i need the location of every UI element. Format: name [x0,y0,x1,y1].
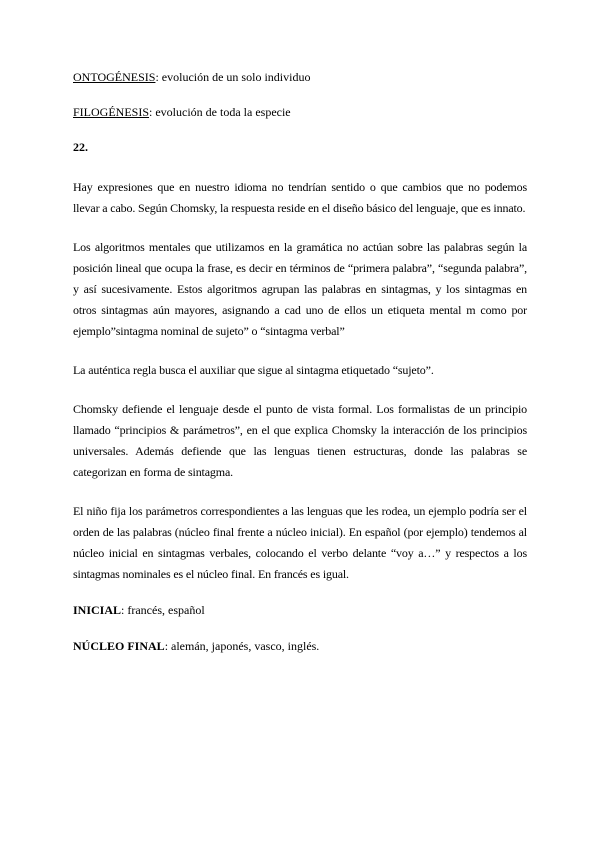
list-item-inicial [73,603,527,618]
definition-term: ONTOGÉNESIS [73,70,156,84]
item-keyword: INICIAL [73,603,122,617]
list-item-nucleo-final [73,639,527,654]
definition-filogenesis [73,105,527,120]
item-keyword: NÚCLEO FINAL [73,639,165,653]
definition-term: FILOGÉNESIS [73,105,150,119]
paragraph: La auténtica regla busca el auxiliar que sigue al sintagma etiquetado “sujeto”. [73,363,434,377]
paragraph: Los algoritmos mentales que utilizamos en la gramática no actúan sobre las palabras según la posición lineal que ocupa la frase, es decir en términos de “primera palabra”, “segunda palabra”, y así sucesivamente. Estos algoritmos agrupan las palabras en sintagmas, y los sintagmas en otros sintagmas aún mayores, asignando a cad uno de ellos un etiqueta mental m como por ejemplo”sintagma nominal de sujeto” o “sintagma verbal” [73,240,527,338]
item-text: : francés, español [121,603,205,617]
paragraph: Chomsky defiende el lenguaje desde el punto de vista formal. Los formalistas de un principio llamado “principios & parámetros”, en el que explica Chomsky la interacción de los principios universales. Además defiende que las lenguas tienen estructuras, donde las palabras se categorizan en forma de sintagma. [73,402,527,479]
definition-ontogenesis [73,70,527,85]
paragraph: El niño fija los parámetros correspondientes a las lenguas que les rodea, un ejemplo podría ser el orden de las palabras (núcleo final frente a núcleo inicial). En español (por ejemplo) tendemos al núcleo inicial en sintagmas verbales, colocando el verbo delante “voy a…” y respectos a los sintagmas nominales es el núcleo final. En francés es igual. [73,504,527,581]
definition-text: : evolución de un solo individuo [155,70,311,84]
item-text: : alemán, japonés, vasco, inglés. [164,639,320,653]
paragraph: Hay expresiones que en nuestro idioma no tendrían sentido o que cambios que no podemos llevar a cabo. Según Chomsky, la respuesta reside en el diseño básico del lenguaje, que es innato. [73,180,527,215]
section-number: 22. [73,140,88,154]
definition-text: : evolución de toda la especie [149,105,291,119]
